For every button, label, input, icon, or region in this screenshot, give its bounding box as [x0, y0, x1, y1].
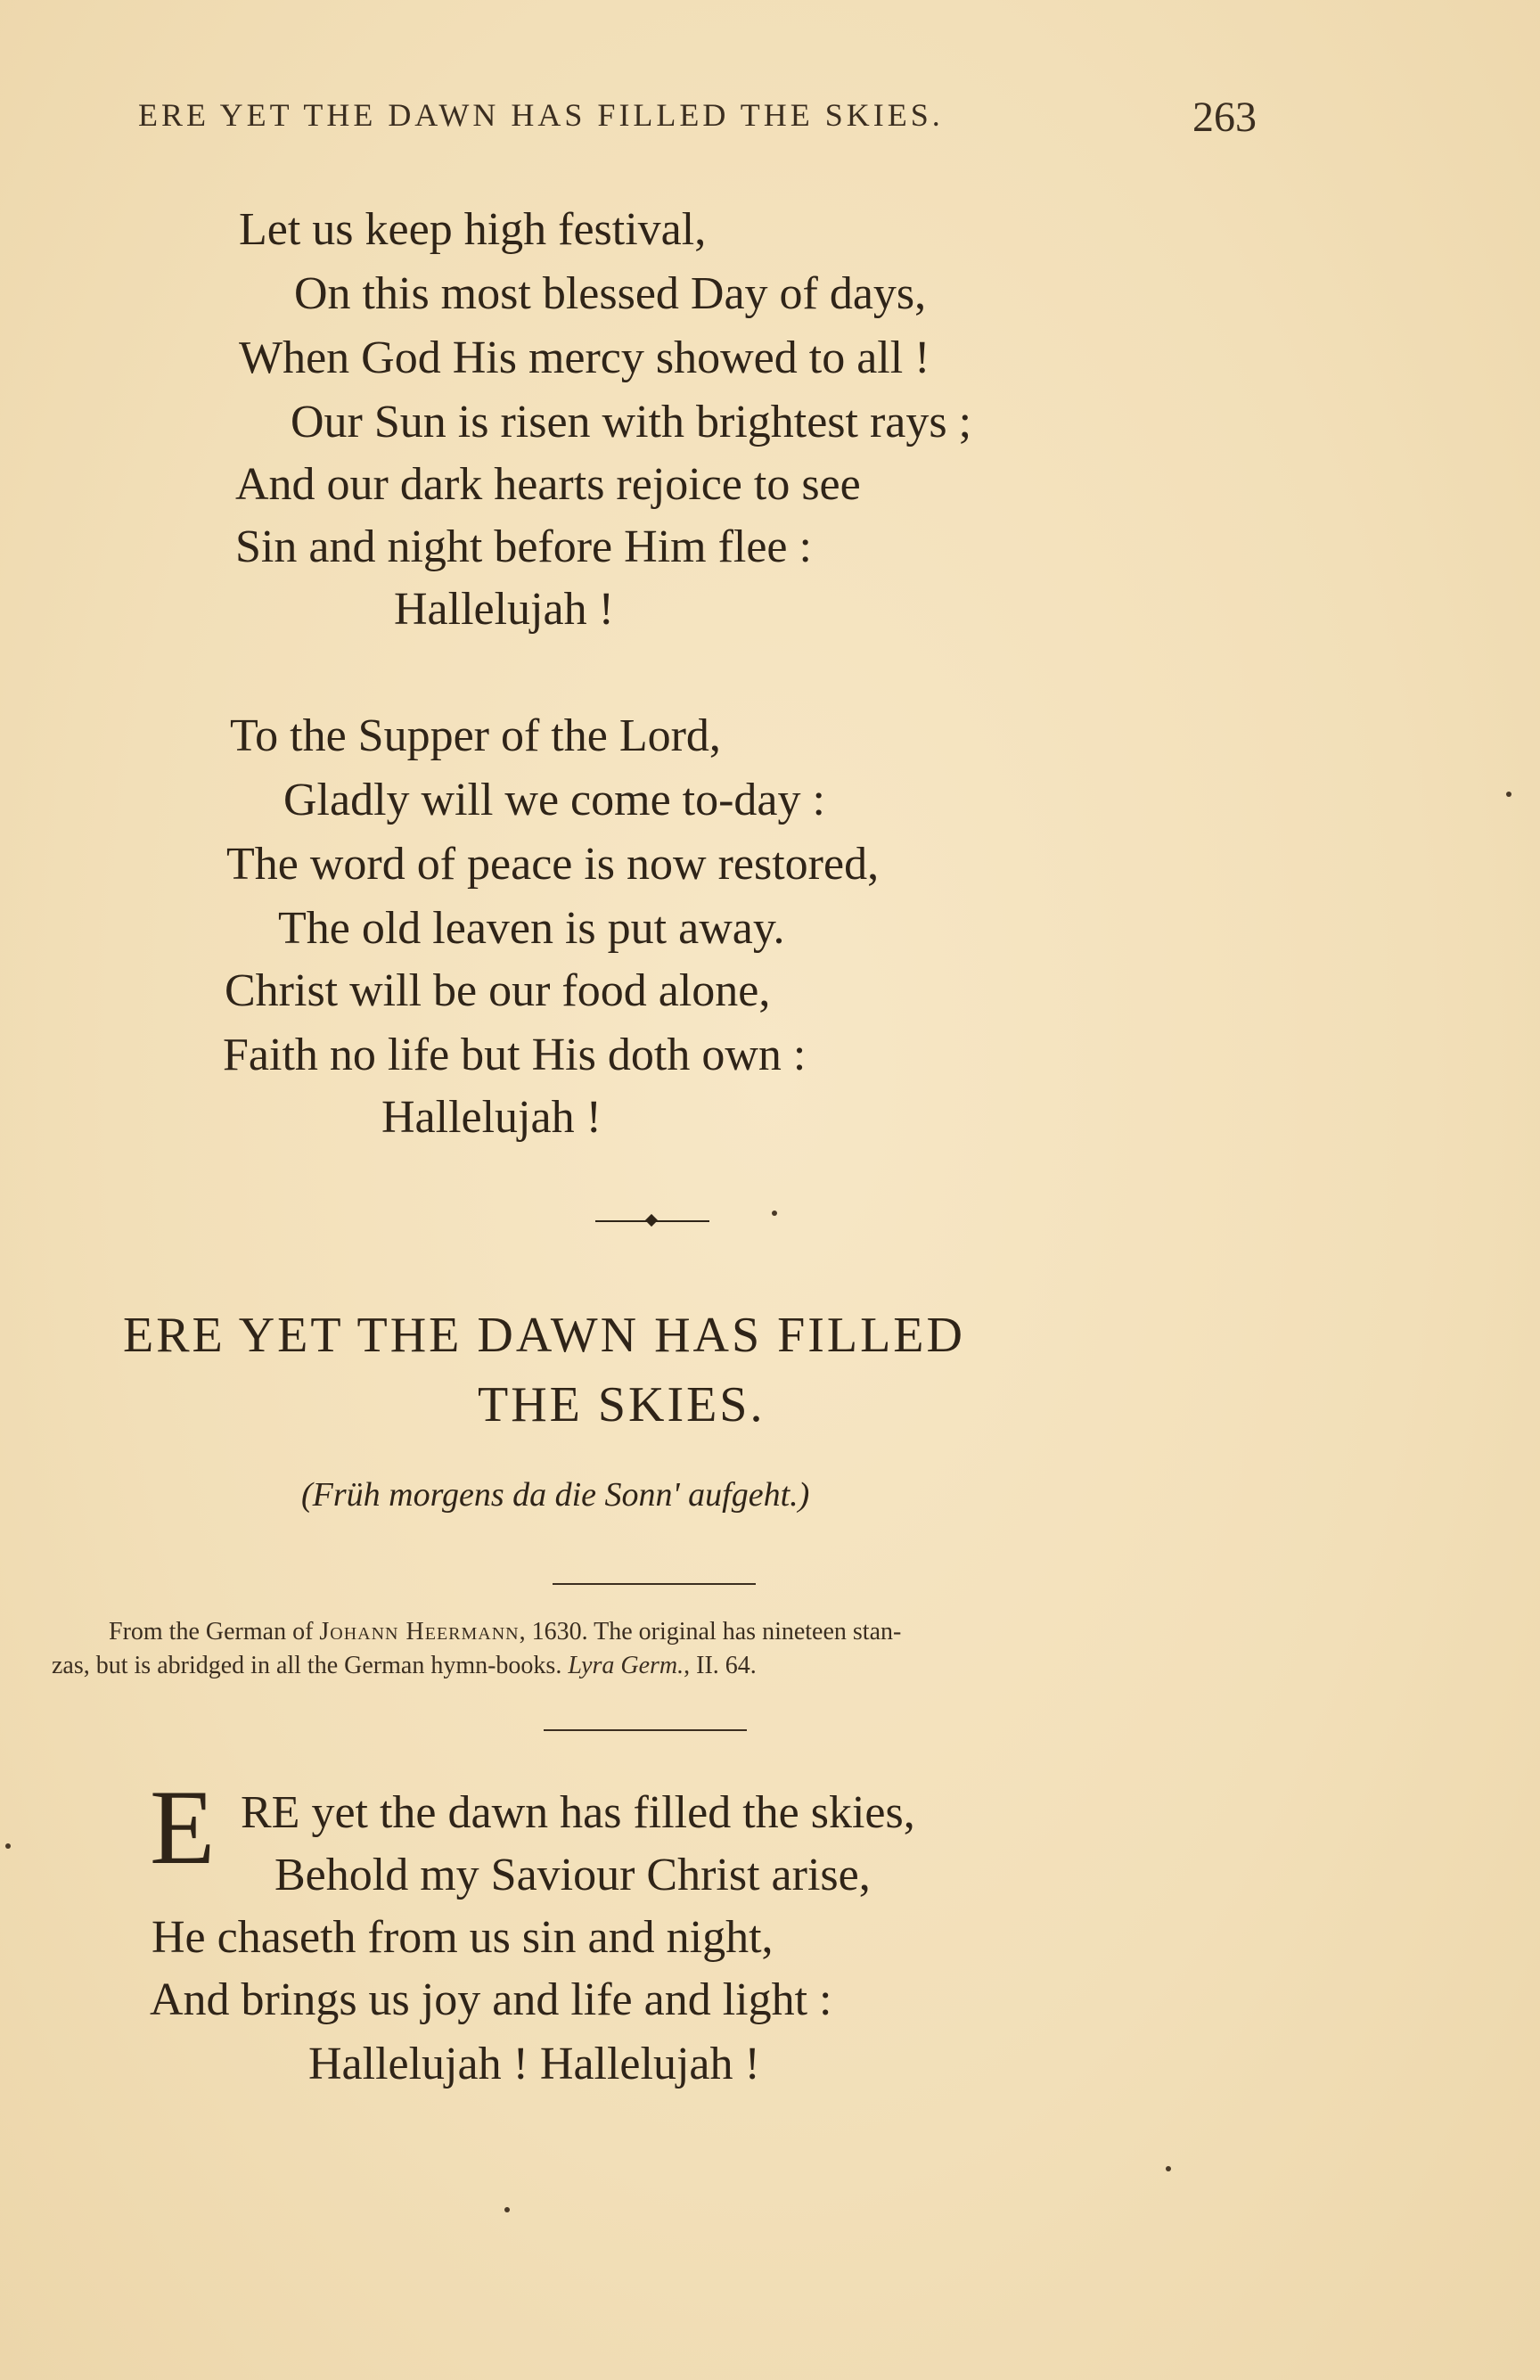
stanza2-line-2: Gladly will we come to-day : — [283, 775, 825, 825]
source-note-text: , 1630. The original has nineteen stan- — [519, 1618, 902, 1645]
stanza2-line-3: The word of peace is now restored, — [226, 839, 880, 890]
stanza1-line-2: On this most blessed Day of days, — [294, 268, 927, 319]
source-note-reference: Lyra Germ. — [568, 1652, 684, 1679]
stanza1-line-3: When God His mercy showed to all ! — [239, 332, 930, 383]
separator-diamond — [645, 1214, 658, 1227]
source-note-text: zas, but is abridged in all the German hymn-books. — [52, 1652, 569, 1679]
paper-speck — [1166, 2166, 1171, 2171]
source-note-author: Johann Heermann — [319, 1618, 520, 1645]
hymn-subtitle: (Früh morgens da die Sonn' aufgeht.) — [301, 1476, 810, 1514]
hymn-title-line-1: ERE YET THE DAWN HAS FILLED — [123, 1308, 965, 1363]
stanza3-line-3: He chaseth from us sin and night, — [152, 1912, 774, 1963]
stanza2-refrain: Hallelujah ! — [381, 1092, 602, 1143]
stanza2-line-1: To the Supper of the Lord, — [230, 710, 721, 761]
stanza3-line-4: And brings us joy and life and light : — [150, 1974, 832, 2025]
paper-speck — [772, 1211, 777, 1216]
stanza1-line-4: Our Sun is risen with brightest rays ; — [291, 397, 972, 447]
stanza3-line-1: RE yet the dawn has filled the skies, — [241, 1787, 915, 1838]
paper-speck — [504, 2207, 510, 2212]
rule-below-note — [544, 1729, 747, 1731]
drop-cap: E — [150, 1768, 216, 1886]
stanza2-line-5: Christ will be our food alone, — [225, 965, 771, 1016]
stanza3-refrain: Hallelujah ! Hallelujah ! — [308, 2039, 760, 2089]
paper-speck — [1506, 792, 1511, 797]
ornament-separator — [595, 1212, 709, 1230]
hymn-title-line-2: THE SKIES. — [478, 1377, 766, 1432]
source-note-text: From the German of — [109, 1618, 320, 1645]
source-note-line-1 — [109, 1617, 901, 1647]
stanza2-line-6: Faith no life but His doth own : — [223, 1030, 807, 1080]
rule-above-note — [553, 1583, 756, 1585]
stanza3-line-2: Behold my Saviour Christ arise, — [274, 1850, 871, 1900]
source-note-text: , II. 64. — [684, 1652, 757, 1679]
stanza1-line-5: And our dark hearts rejoice to see — [235, 459, 861, 510]
stanza1-refrain: Hallelujah ! — [394, 584, 614, 635]
page-number: 263 — [1192, 94, 1257, 141]
stanza1-line-1: Let us keep high festival, — [239, 204, 707, 255]
paper-speck — [5, 1843, 11, 1849]
running-head: ERE YET THE DAWN HAS FILLED THE SKIES. — [138, 97, 944, 133]
stanza1-line-6: Sin and night before Him flee : — [235, 521, 812, 572]
source-note-line-2 — [52, 1651, 757, 1681]
stanza2-line-4: The old leaven is put away. — [278, 903, 785, 954]
